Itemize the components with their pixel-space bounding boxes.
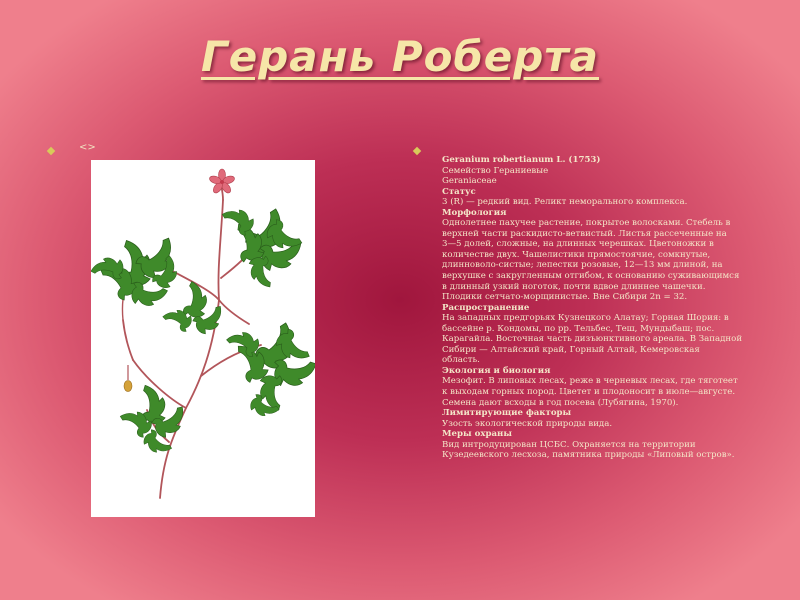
section-heading-morphology: Морфология (442, 207, 507, 218)
bullet-icon-right (413, 147, 421, 155)
family-latin: Geraniaceae (442, 176, 497, 187)
morphology-line: Однолетнее пахучее растение, покрытое волосками. Стебель в (442, 218, 731, 229)
protection-line: Кузедеевского лесхоза, памятника природы «Липовый остров». (442, 450, 735, 461)
section-heading-status: Статус (442, 186, 476, 197)
section-heading-distribution: Распространение (442, 302, 530, 313)
section-heading-ecology: Экология и биология (442, 365, 551, 376)
geranium-drawing (91, 160, 315, 517)
ecology-line: Мезофит. В липовых лесах, реже в черневых лесах, где тяготеет (442, 376, 738, 387)
leaf-cluster-lower-right (224, 317, 315, 418)
leaf-cluster-upper-left (91, 230, 181, 308)
family-ru: Семейство Гераниевые (442, 165, 549, 176)
ecology-line: к выходам горных пород. Цветет и плодоносит в июле—августе. (442, 387, 736, 398)
morphology-line: верхней части раскидисто-ветвистый. Листья рассеченные на (442, 228, 727, 239)
morphology-line: верхушке с закругленным отгибом, к основанию суживающимся (442, 271, 740, 282)
distribution-line: На западных предгорьях Кузнецкого Алатау; Горная Шория: в (442, 313, 729, 324)
distribution-line: область. (442, 355, 480, 366)
leaf-cluster-lower-left (116, 381, 191, 457)
slide-title: Герань Роберта (200, 32, 600, 81)
bullet-icon-left (47, 147, 55, 155)
morphology-line: Плодики сетчато-морщинистые. Вне Сибири 2n = 32. (442, 292, 688, 303)
protection-line: Вид интродуцирован ЦСБС. Охраняется на территории (442, 439, 696, 450)
distribution-line: Сибири — Алтайский край, Горный Алтай, Кемеровская (442, 344, 700, 355)
latin-name: Geranium robertianum L. (1753) (442, 155, 601, 165)
species-description (442, 155, 760, 461)
section-heading-limiting-factors: Лимитирующие факторы (442, 408, 572, 419)
morphology-line: количестве двух. Чашелистики прямостоячие, сомкнутые, (442, 249, 711, 260)
ecology-line: Семена дают всходы в год посева (Лубягина, 1970). (442, 397, 679, 408)
distribution-line: бассейне р. Кондомы, по рр. Тельбес, Теш, Мундыбаш; пос. (442, 323, 715, 334)
leaf-cluster-upper-right (218, 203, 308, 292)
morphology-line: длинноволо-систые; лепестки розовые, 12—13 мм длиной, на (442, 260, 723, 271)
limiting-factors-text: Узость экологической природы вида. (442, 418, 613, 429)
distribution-line: Карагайла. Восточная часть дизъюнктивного ареала. В Западной (442, 334, 743, 345)
image-placeholder-text: <> (79, 142, 96, 153)
section-heading-protection: Меры охраны (442, 429, 512, 440)
status-text: 3 (R) — редкий вид. Реликт неморального комплекса. (442, 197, 688, 208)
morphology-line: в длинный узкий ноготок, почти вдвое длиннее чашечки. (442, 281, 706, 292)
morphology-line: 3—5 долей, сложные, на длинных черешках. Цветоножки в (442, 239, 714, 250)
plant-illustration (91, 160, 315, 517)
